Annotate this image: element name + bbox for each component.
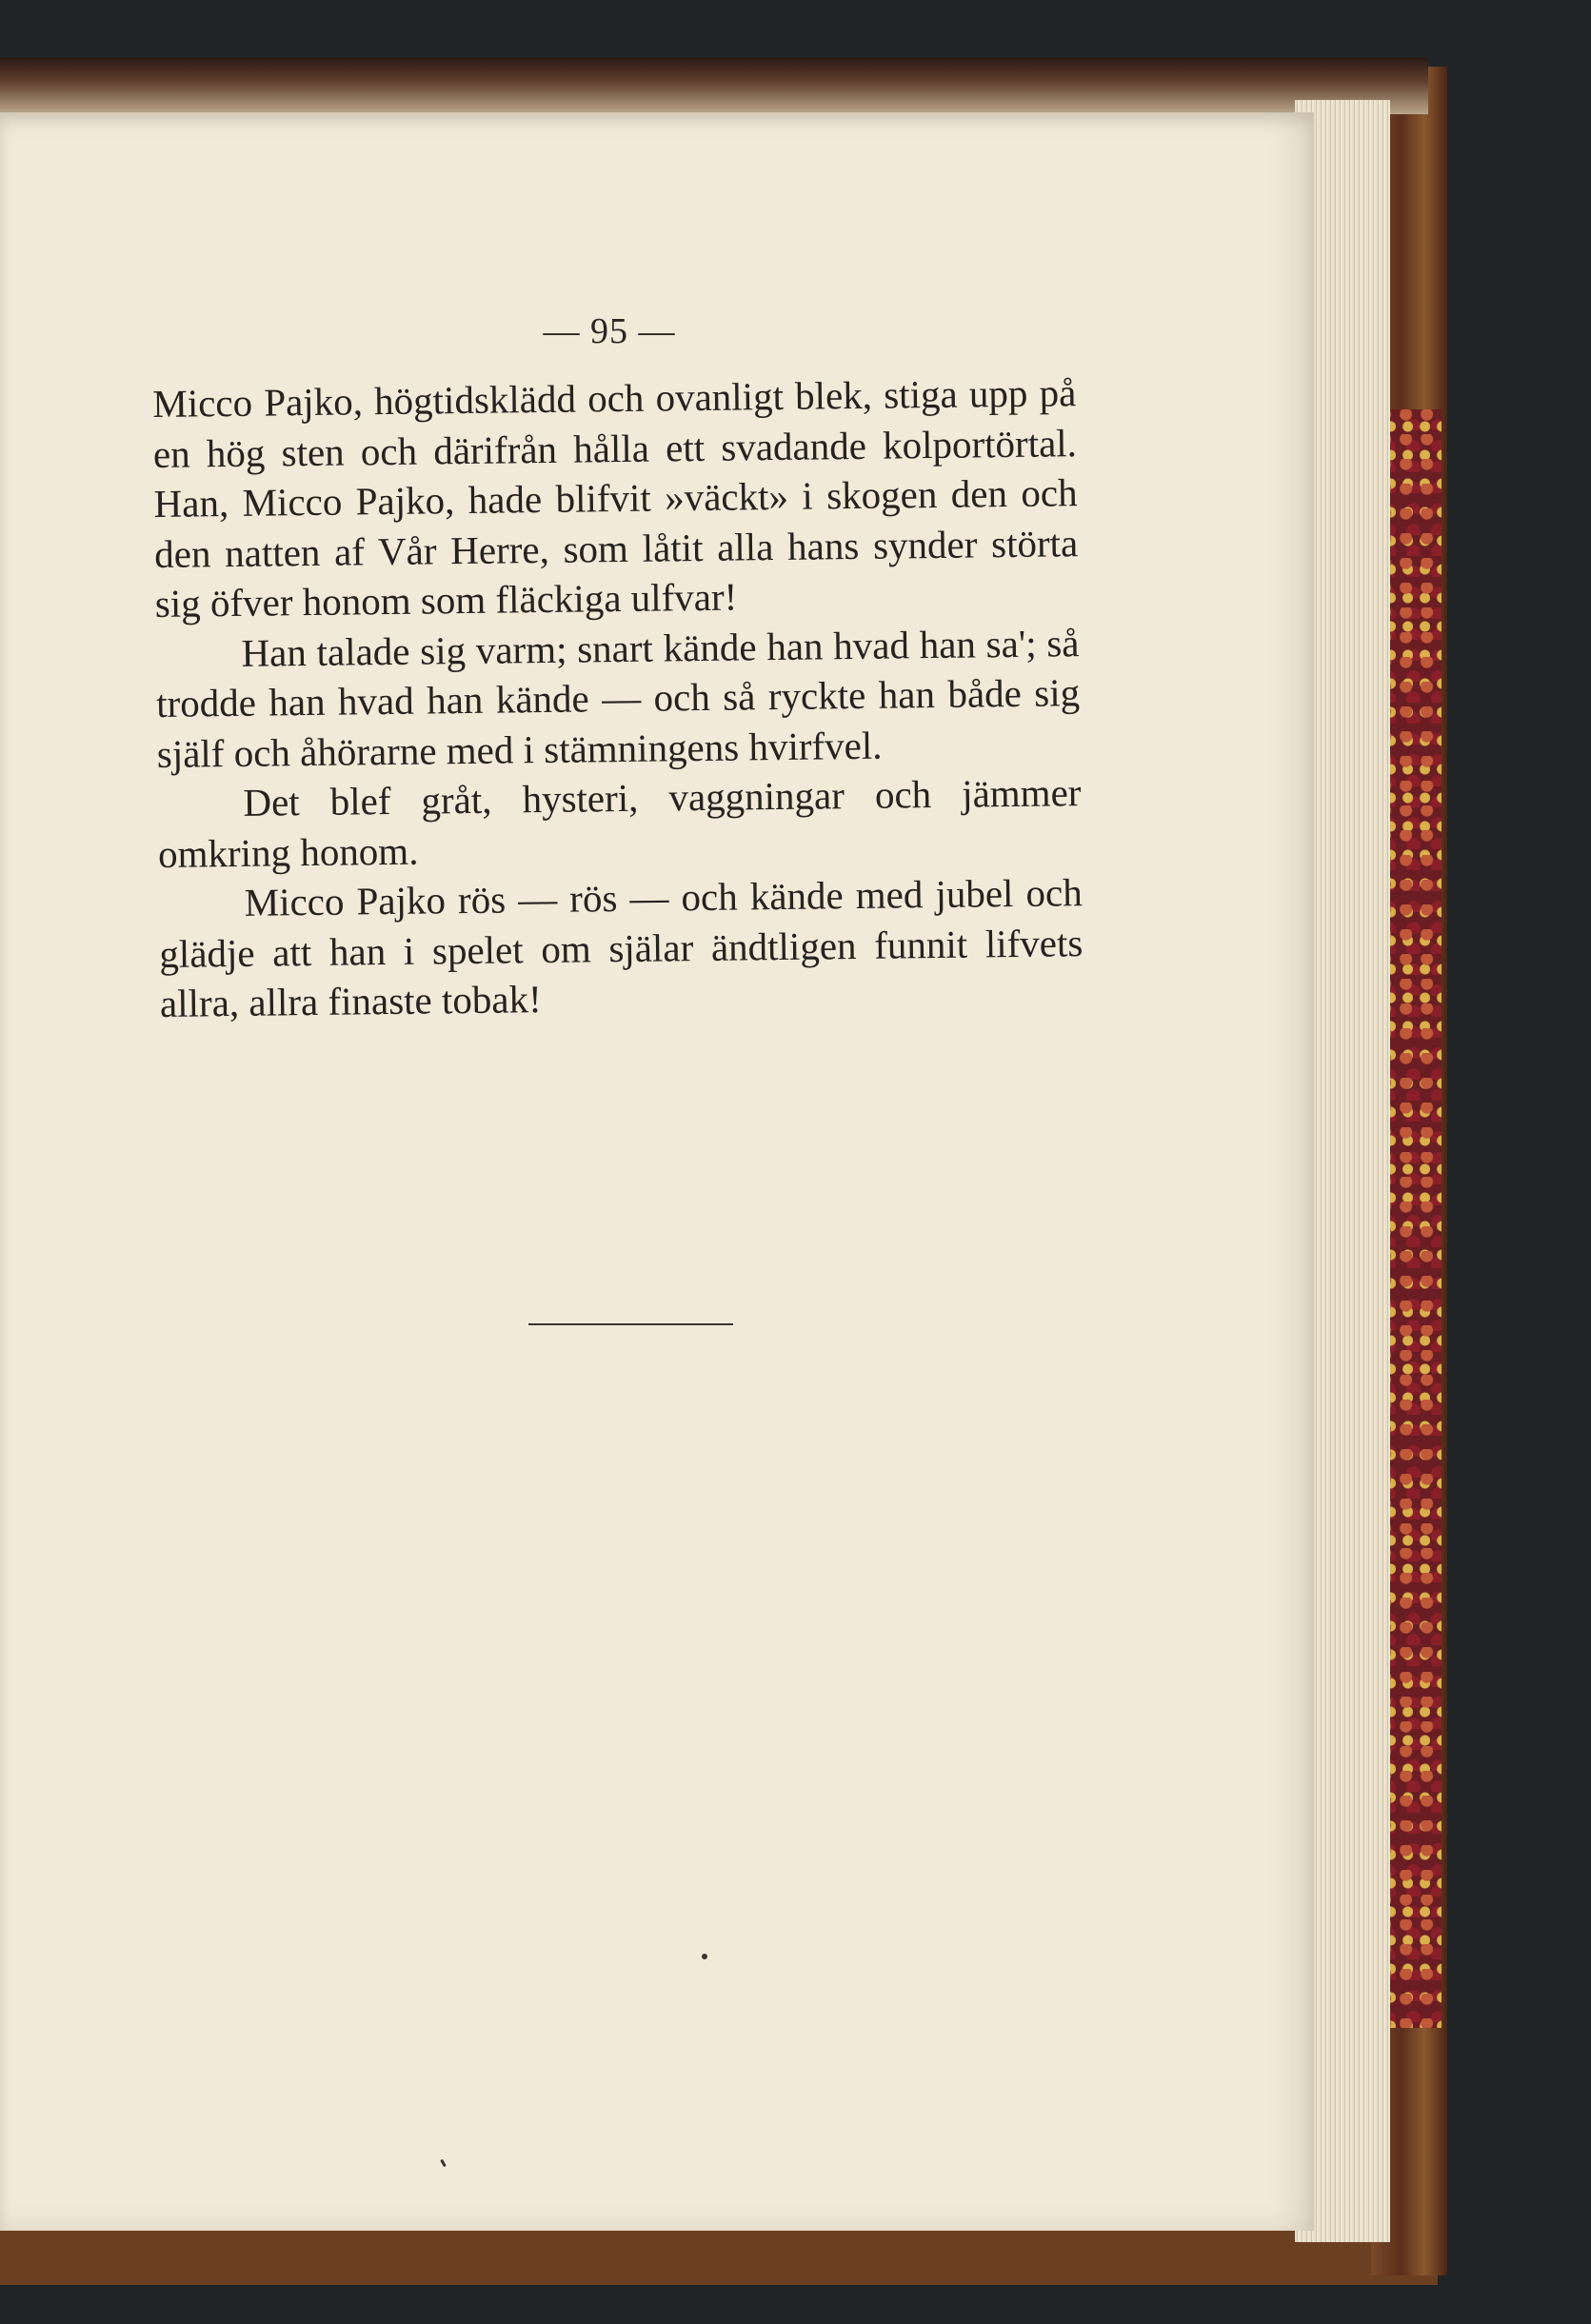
paragraph-4: Micco Pajko rös — rös — och kände med jubel och glädje att han i spelet om själar ändtligen funnit lifvets allra, allra finaste tobak!: [159, 870, 1084, 1025]
end-rule: [528, 1323, 733, 1325]
book-top-edge: [0, 57, 1428, 114]
paper-speck: [702, 1954, 707, 1959]
page-number: — 95 —: [543, 311, 676, 351]
paragraph-3: Det blef gråt, hysteri, vaggningar och jämmer omkring honom.: [157, 770, 1082, 876]
paragraph-2: Han talade sig varm; snart kände han hvad han sa'; så trodde han hvad han kände — och så ryckte han både sig själf och åhörarne med i stämningens hvirfvel.: [155, 620, 1081, 776]
paragraph-1: Micco Pajko, högtidsklädd och ovanligt blek, stiga upp på en hög sten och därifrån hålla ett svadande kolportörtal. Han, Micco Pajko, hade blifvit »väckt» i skogen den och den natten af Vår Herre, som låtit alla hans synder störta sig öfver honom som fläckiga ulfvar!: [152, 370, 1079, 626]
page-body-text: [152, 367, 1084, 1028]
